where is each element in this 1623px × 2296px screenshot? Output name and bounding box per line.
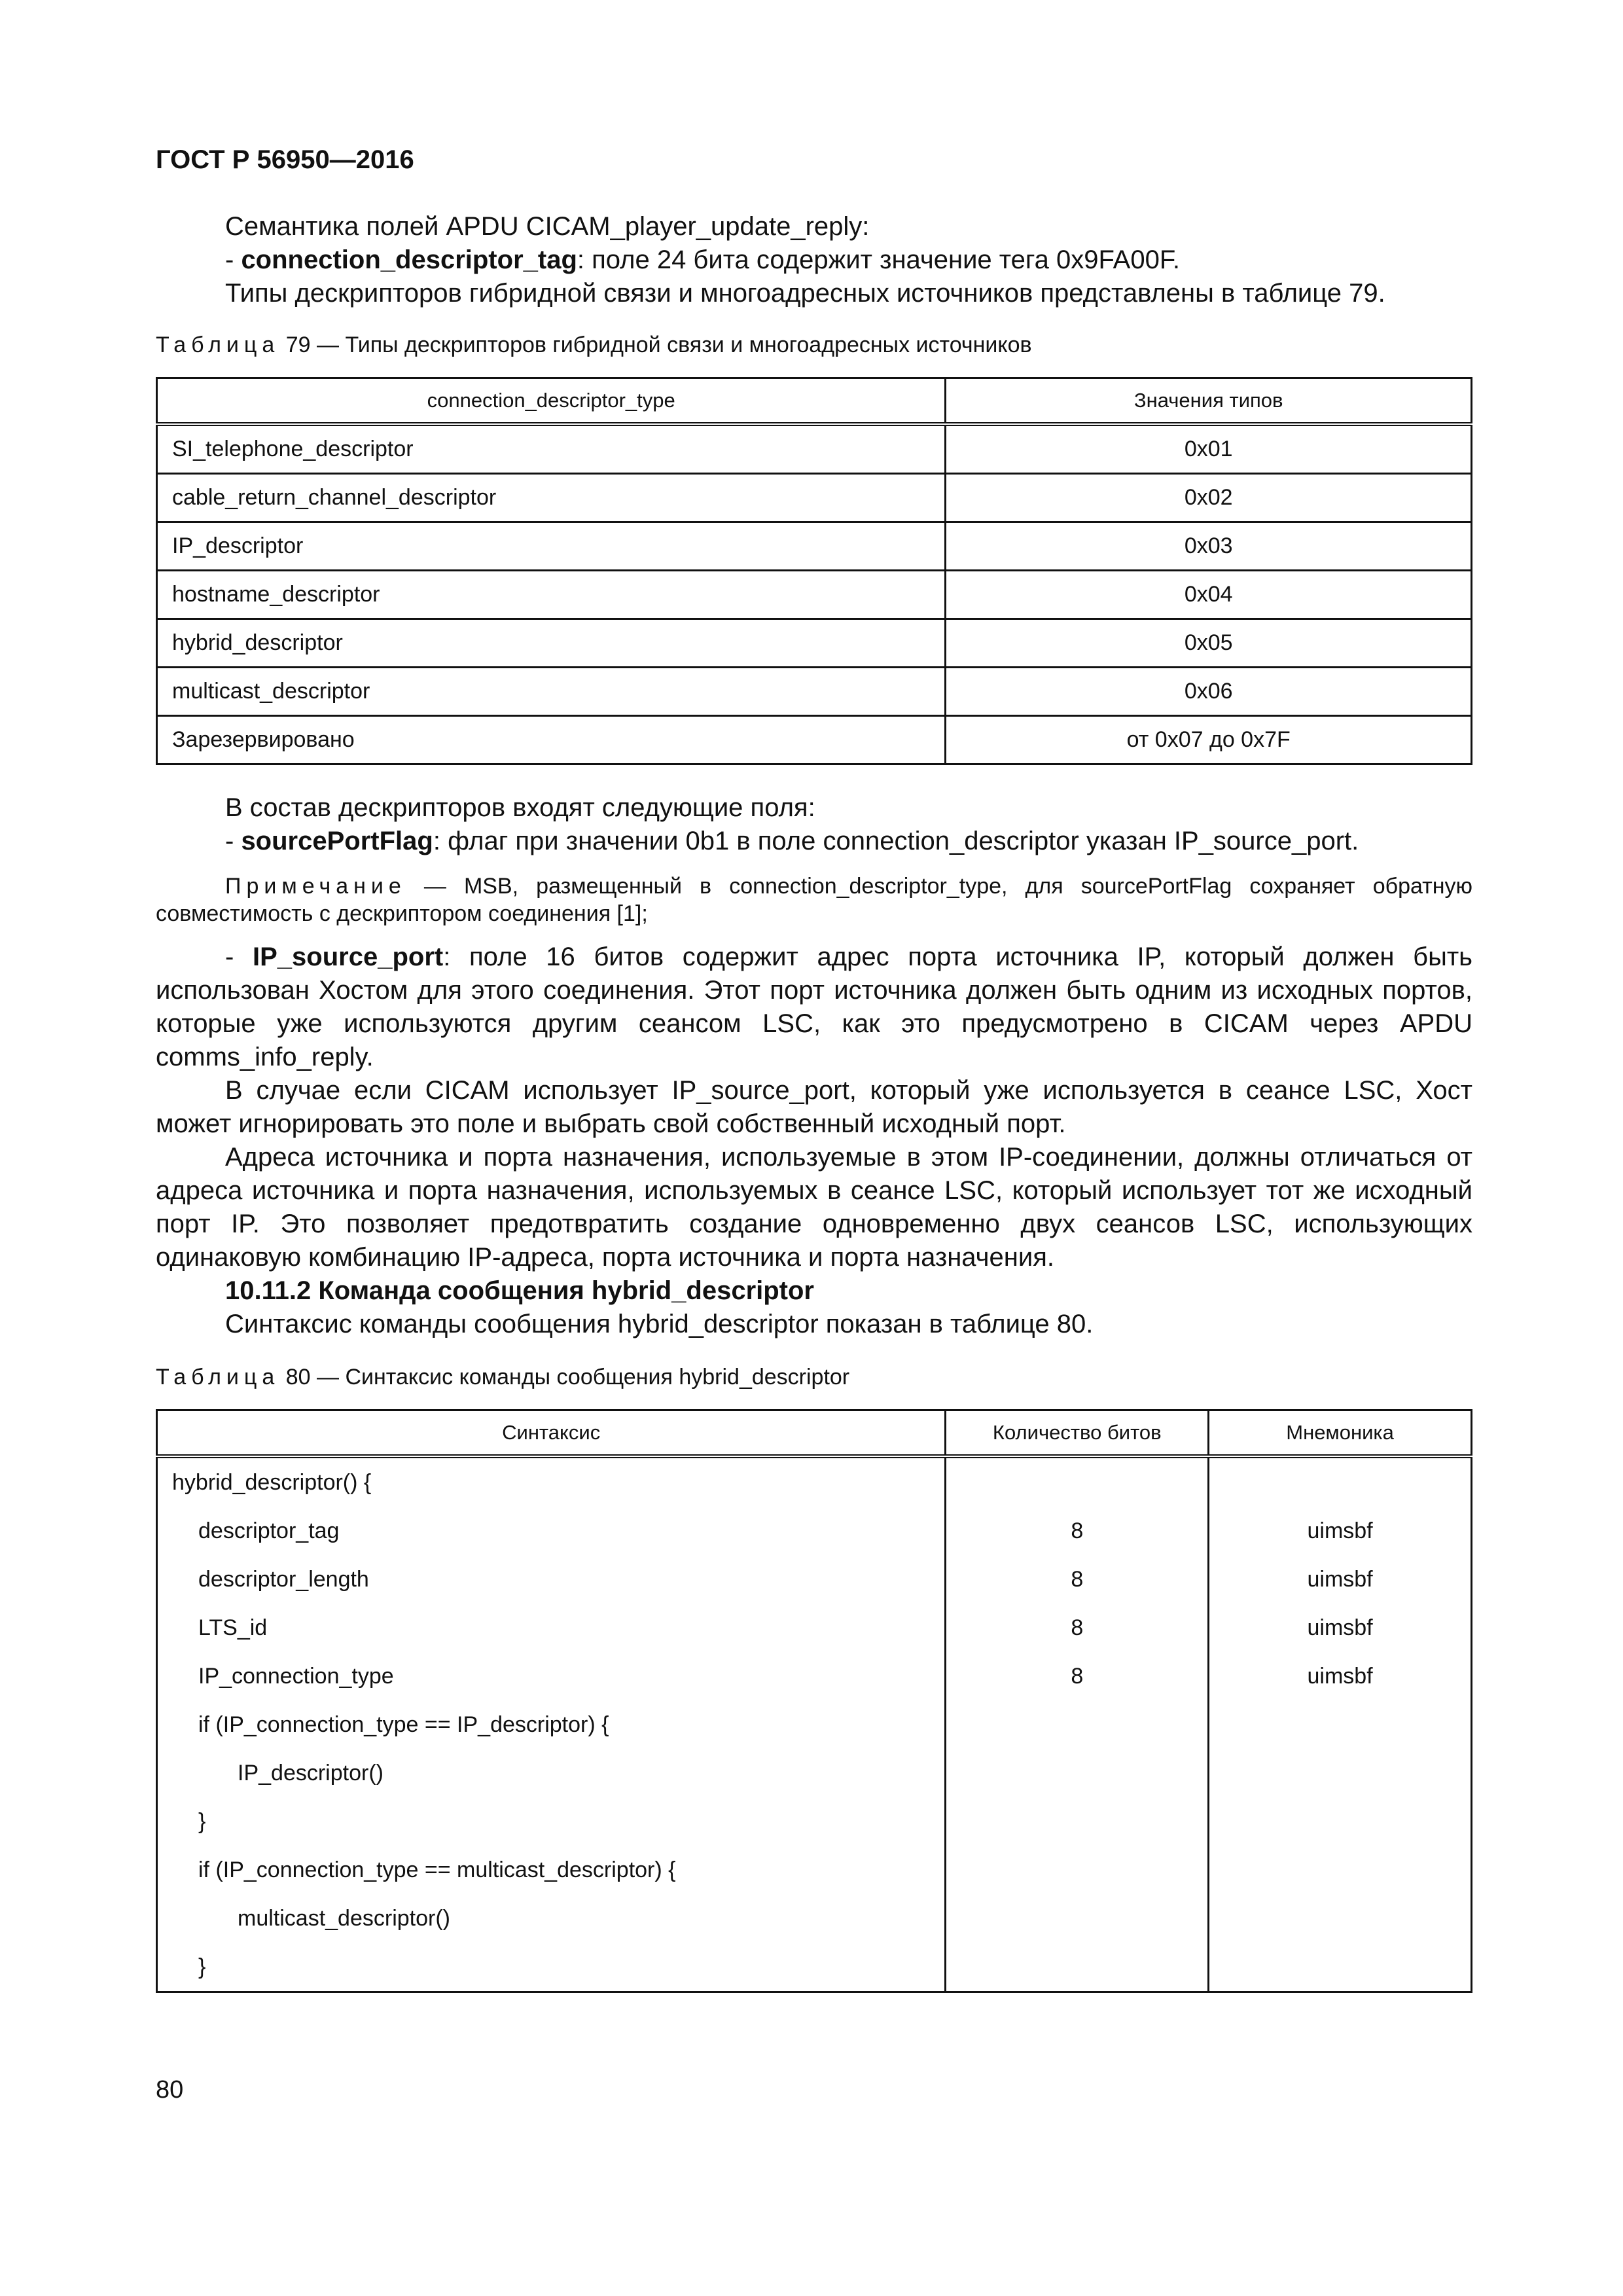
- table-cell: 0x06: [946, 668, 1472, 716]
- table-79: [156, 377, 1472, 765]
- table-header-row: [157, 1410, 1472, 1457]
- syntax-cell: IP_descriptor(): [157, 1749, 946, 1797]
- table-cell: multicast_descriptor: [157, 668, 946, 716]
- syntax-cell: IP_connection_type: [157, 1652, 946, 1700]
- column-header: Синтаксис: [157, 1410, 946, 1457]
- table-row: [157, 571, 1472, 619]
- table-80-caption: [156, 1363, 1472, 1391]
- mnemonic-cell: [1209, 1797, 1472, 1846]
- mnemonic-cell: [1209, 1894, 1472, 1943]
- column-header: connection_descriptor_type: [157, 378, 946, 425]
- table-row: [157, 668, 1472, 716]
- column-header: Значения типов: [946, 378, 1472, 425]
- table-79-caption: [156, 331, 1472, 359]
- table-row: [157, 1943, 1472, 1992]
- section-text: Синтаксис команды сообщения hybrid_descriptor показан в таблице 80.: [225, 1310, 1094, 1338]
- syntax-cell: }: [157, 1797, 946, 1846]
- table-80: [156, 1409, 1472, 1993]
- intro-line-1: Семантика полей APDU CICAM_player_update_reply:: [225, 212, 870, 241]
- syntax-cell: LTS_id: [157, 1604, 946, 1652]
- syntax-cell: if (IP_connection_type == multicast_descriptor) {: [157, 1846, 946, 1894]
- list-dash: -: [225, 245, 241, 274]
- table-row: [157, 1894, 1472, 1943]
- mnemonic-cell: uimsbf: [1209, 1652, 1472, 1700]
- table-79-caption-label: Таблица: [156, 332, 280, 357]
- mnemonic-cell: uimsbf: [1209, 1507, 1472, 1555]
- note: [156, 872, 1472, 927]
- table-row: [157, 1555, 1472, 1604]
- section-heading: 10.11.2 Команда сообщения hybrid_descriptor: [225, 1276, 814, 1305]
- mnemonic-cell: [1209, 1749, 1472, 1797]
- syntax-cell: }: [157, 1943, 946, 1992]
- mnemonic-cell: [1209, 1943, 1472, 1992]
- table-header-row: [157, 378, 1472, 425]
- table-80-caption-text: 80 — Синтаксис команды сообщения hybrid_descriptor: [279, 1365, 850, 1390]
- table-cell: SI_telephone_descriptor: [157, 424, 946, 474]
- table-row: [157, 716, 1472, 764]
- source-port-flag-item: [156, 825, 1472, 858]
- bits-cell: [946, 1943, 1209, 1992]
- bits-cell: 8: [946, 1652, 1209, 1700]
- mnemonic-cell: [1209, 1456, 1472, 1507]
- paragraph-cicam: В случае если CICAM использует IP_source_port, который уже используется в сеансе LSC, Хост может игнорировать это поле и выбрать свой собственный исходный порт.: [156, 1076, 1472, 1138]
- document-header: ГОСТ Р 56950—2016: [156, 145, 414, 174]
- table-cell: 0x02: [946, 474, 1472, 522]
- bits-cell: [946, 1700, 1209, 1749]
- paragraph-addresses: Адреса источника и порта назначения, используемые в этом IP-соединении, должны отличаться от адреса источника и порта назначения, используемых в сеансе LSC, который использует тот же исходный порт IP. Это позволяет предотвратить создание одновременно двух сеансов LSC, использующих одинаковую комбинацию IP-адреса, порта источника и порта назначения.: [156, 1143, 1472, 1272]
- syntax-cell: multicast_descriptor(): [157, 1894, 946, 1943]
- mnemonic-cell: uimsbf: [1209, 1604, 1472, 1652]
- document-page: [156, 145, 1472, 1993]
- table-row: [157, 1700, 1472, 1749]
- table-row: [157, 1604, 1472, 1652]
- table-cell: 0x03: [946, 522, 1472, 571]
- table-row: [157, 1749, 1472, 1797]
- intro-line-2-text: : поле 24 бита содержит значение тега 0x9FA00F.: [577, 245, 1180, 274]
- note-text: — MSB, размещенный в connection_descriptor_type, для sourcePortFlag сохраняет обратную совместимость с дескриптором соединения [1];: [156, 874, 1472, 926]
- bits-cell: 8: [946, 1555, 1209, 1604]
- intro-line-3: Типы дескрипторов гибридной связи и многоадресных источников представлены в таблице 79.: [225, 279, 1385, 308]
- table-cell: 0x04: [946, 571, 1472, 619]
- intro-line-2: [156, 243, 1472, 277]
- table-cell: hybrid_descriptor: [157, 619, 946, 668]
- table-cell: hostname_descriptor: [157, 571, 946, 619]
- term-source-port-flag: sourcePortFlag: [241, 827, 433, 855]
- table-cell: cable_return_channel_descriptor: [157, 474, 946, 522]
- mnemonic-cell: uimsbf: [1209, 1555, 1472, 1604]
- bits-cell: [946, 1846, 1209, 1894]
- mnemonic-cell: [1209, 1846, 1472, 1894]
- syntax-cell: descriptor_length: [157, 1555, 946, 1604]
- source-port-flag-text: : флаг при значении 0b1 в поле connection_descriptor указан IP_source_port.: [433, 827, 1359, 855]
- bits-cell: [946, 1749, 1209, 1797]
- ip-source-port-text: : поле 16 битов содержит адрес порта источника IP, который должен быть использован Хостом для этого соединения. Этот порт источника должен быть одним из исходных портов, которые уже используются другим сеансом LSC, как это предусмотрено в CICAM через APDU comms_info_reply.: [156, 942, 1472, 1071]
- bits-cell: 8: [946, 1507, 1209, 1555]
- column-header: Количество битов: [946, 1410, 1209, 1457]
- bits-cell: 8: [946, 1604, 1209, 1652]
- syntax-cell: if (IP_connection_type == IP_descriptor) {: [157, 1700, 946, 1749]
- term-connection-descriptor-tag: connection_descriptor_tag: [241, 245, 577, 274]
- mnemonic-cell: [1209, 1700, 1472, 1749]
- table-cell: 0x05: [946, 619, 1472, 668]
- syntax-cell: hybrid_descriptor() {: [157, 1456, 946, 1507]
- page-number: 80: [156, 2076, 184, 2104]
- table-row: [157, 619, 1472, 668]
- table-row: [157, 1507, 1472, 1555]
- table-cell: от 0x07 до 0x7F: [946, 716, 1472, 764]
- column-header: Мнемоника: [1209, 1410, 1472, 1457]
- term-ip-source-port: IP_source_port: [253, 942, 444, 971]
- table-row: [157, 1846, 1472, 1894]
- bits-cell: [946, 1797, 1209, 1846]
- bits-cell: [946, 1894, 1209, 1943]
- table-79-caption-text: 79 — Типы дескрипторов гибридной связи и многоадресных источников: [279, 332, 1032, 357]
- table-row: [157, 1456, 1472, 1507]
- fields-intro: В состав дескрипторов входят следующие поля:: [225, 793, 815, 822]
- table-cell: 0x01: [946, 424, 1472, 474]
- table-cell: Зарезервировано: [157, 716, 946, 764]
- list-dash: -: [225, 942, 253, 971]
- table-row: [157, 1797, 1472, 1846]
- table-row: [157, 1652, 1472, 1700]
- table-row: [157, 522, 1472, 571]
- note-label: Примечание: [225, 874, 406, 899]
- table-80-caption-label: Таблица: [156, 1365, 280, 1390]
- table-cell: IP_descriptor: [157, 522, 946, 571]
- ip-source-port-item: [156, 941, 1472, 1074]
- syntax-cell: descriptor_tag: [157, 1507, 946, 1555]
- list-dash: -: [225, 827, 241, 855]
- bits-cell: [946, 1456, 1209, 1507]
- table-row: [157, 474, 1472, 522]
- table-row: [157, 424, 1472, 474]
